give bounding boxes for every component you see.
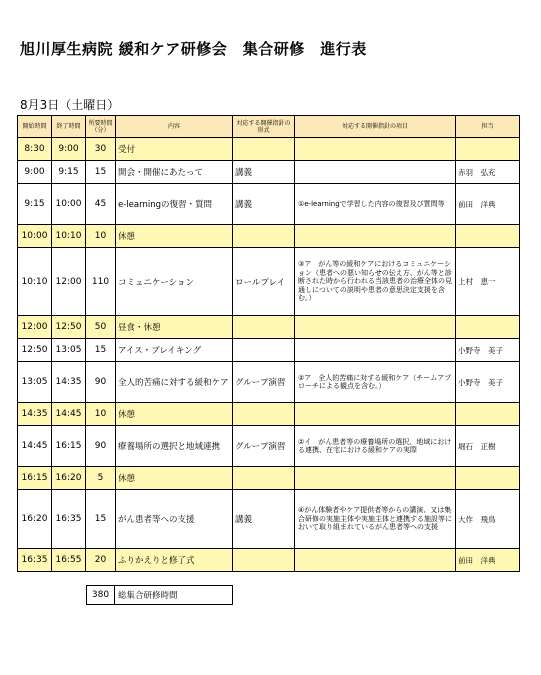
cell-end: 16:55 [52,549,86,572]
cell-start: 10:00 [18,225,52,248]
cell-format: グループ演習 [233,426,295,467]
cell-format: グループ演習 [233,362,295,403]
cell-content: 休憩 [116,225,233,248]
cell-start: 16:35 [18,549,52,572]
cell-start: 16:15 [18,467,52,490]
header-end: 終了時間 [52,116,86,138]
total-minutes: 380 [87,586,115,605]
cell-format [233,339,295,362]
cell-duration: 15 [86,161,116,184]
cell-end: 16:20 [52,467,86,490]
total-label: 総集合研修時間 [115,586,233,605]
header-format: 対応する開催指針の形式 [233,116,295,138]
cell-end: 12:50 [52,316,86,339]
cell-objective: ①e-learningで学習した内容の復習及び質問等 [295,184,456,225]
cell-end: 16:35 [52,490,86,549]
schedule-row-break [18,225,520,248]
cell-end: 14:45 [52,403,86,426]
cell-content: 受付 [116,138,233,161]
cell-staff [456,467,520,490]
cell-staff: 堀石 正樹 [456,426,520,467]
cell-duration: 90 [86,362,116,403]
cell-duration: 50 [86,316,116,339]
cell-end: 13:05 [52,339,86,362]
cell-staff: 大作 飛鳥 [456,490,520,549]
cell-end: 9:00 [52,138,86,161]
cell-content: 休憩 [116,403,233,426]
cell-format: ロールプレイ [233,248,295,316]
schedule-row-break [18,549,520,572]
cell-objective [295,225,456,248]
schedule-row-break [18,403,520,426]
cell-start: 13:05 [18,362,52,403]
total-table [86,585,233,605]
schedule-row-break [18,138,520,161]
header-staff: 担当 [456,116,520,138]
cell-staff: 赤羽 弘充 [456,161,520,184]
cell-start: 14:35 [18,403,52,426]
page-title: 旭川厚生病院 緩和ケア研修会 集合研修 進行表 [20,40,367,58]
cell-start: 8:30 [18,138,52,161]
schedule-row [18,248,520,316]
cell-content: 開会・開催にあたって [116,161,233,184]
cell-objective [295,549,456,572]
header-duration: 所要時間（分） [86,116,116,138]
cell-format: 講義 [233,161,295,184]
cell-duration: 10 [86,225,116,248]
cell-end: 10:10 [52,225,86,248]
cell-staff: 上村 恵一 [456,248,520,316]
schedule-row-break [18,316,520,339]
cell-end: 14:35 [52,362,86,403]
header-row [18,116,520,138]
cell-content: 休憩 [116,467,233,490]
schedule-table [17,115,520,572]
total-row [87,586,233,605]
cell-content: コミュニケーション [116,248,233,316]
cell-duration: 90 [86,426,116,467]
cell-start: 10:10 [18,248,52,316]
cell-duration: 20 [86,549,116,572]
cell-duration: 110 [86,248,116,316]
cell-format [233,403,295,426]
cell-staff [456,138,520,161]
cell-staff: 小野寺 美子 [456,362,520,403]
cell-format: 講義 [233,490,295,549]
session-date: 8月3日（土曜日） [20,98,120,112]
schedule-row [18,490,520,549]
cell-staff [456,316,520,339]
cell-staff: 前田 洋典 [456,549,520,572]
cell-duration: 5 [86,467,116,490]
cell-start: 16:20 [18,490,52,549]
cell-content: アイス・ブレイキング [116,339,233,362]
cell-start: 9:00 [18,161,52,184]
cell-duration: 10 [86,403,116,426]
cell-content: ふりかえりと修了式 [116,549,233,572]
schedule-row [18,184,520,225]
cell-format [233,549,295,572]
cell-end: 9:15 [52,161,86,184]
header-content: 内容 [116,116,233,138]
schedule-row [18,339,520,362]
schedule-row [18,161,520,184]
cell-start: 14:45 [18,426,52,467]
cell-content: e-learningの復習・質問 [116,184,233,225]
cell-end: 10:00 [52,184,86,225]
cell-duration: 15 [86,490,116,549]
cell-format [233,467,295,490]
cell-start: 12:50 [18,339,52,362]
cell-content: 昼食・休憩 [116,316,233,339]
schedule-row [18,426,520,467]
cell-objective: ④がん体験者やケア提供者等からの講演、又は集合研修の実施主体や実施主体と連携する施設等において取り組まれているがん患者等への支援 [295,490,456,549]
schedule-row-break [18,467,520,490]
cell-objective [295,403,456,426]
cell-objective [295,316,456,339]
cell-objective [295,339,456,362]
cell-objective [295,138,456,161]
cell-staff [456,225,520,248]
cell-content: がん患者等への支援 [116,490,233,549]
cell-staff [456,403,520,426]
cell-format [233,138,295,161]
cell-end: 16:15 [52,426,86,467]
cell-duration: 30 [86,138,116,161]
cell-start: 12:00 [18,316,52,339]
cell-objective: ②ア 全人的苦痛に対する緩和ケア（チームアプローチによる観点を含む。） [295,362,456,403]
cell-start: 9:15 [18,184,52,225]
cell-staff: 小野寺 美子 [456,339,520,362]
cell-objective: ③ア がん等の緩和ケアにおけるコミュニケーション（患者への悪い知らせの伝え方、がん等と診断された時から行われる当該患者の治療全体の見通しについての説明や患者の意思決定支援を含む。） [295,248,456,316]
cell-duration: 15 [86,339,116,362]
cell-staff: 前田 洋典 [456,184,520,225]
header-start: 開始時間 [18,116,52,138]
cell-format [233,316,295,339]
cell-objective [295,161,456,184]
cell-content: 全人的苦痛に対する緩和ケア [116,362,233,403]
schedule-row [18,362,520,403]
cell-objective: ②イ がん患者等の療養場所の選択、地域における連携、在宅における緩和ケアの実際 [295,426,456,467]
cell-objective [295,467,456,490]
cell-content: 療養場所の選択と地域連携 [116,426,233,467]
cell-duration: 45 [86,184,116,225]
cell-end: 12:00 [52,248,86,316]
header-objective: 対応する開催指針の項目 [295,116,456,138]
cell-format: 講義 [233,184,295,225]
schedule-body [18,138,520,572]
cell-format [233,225,295,248]
